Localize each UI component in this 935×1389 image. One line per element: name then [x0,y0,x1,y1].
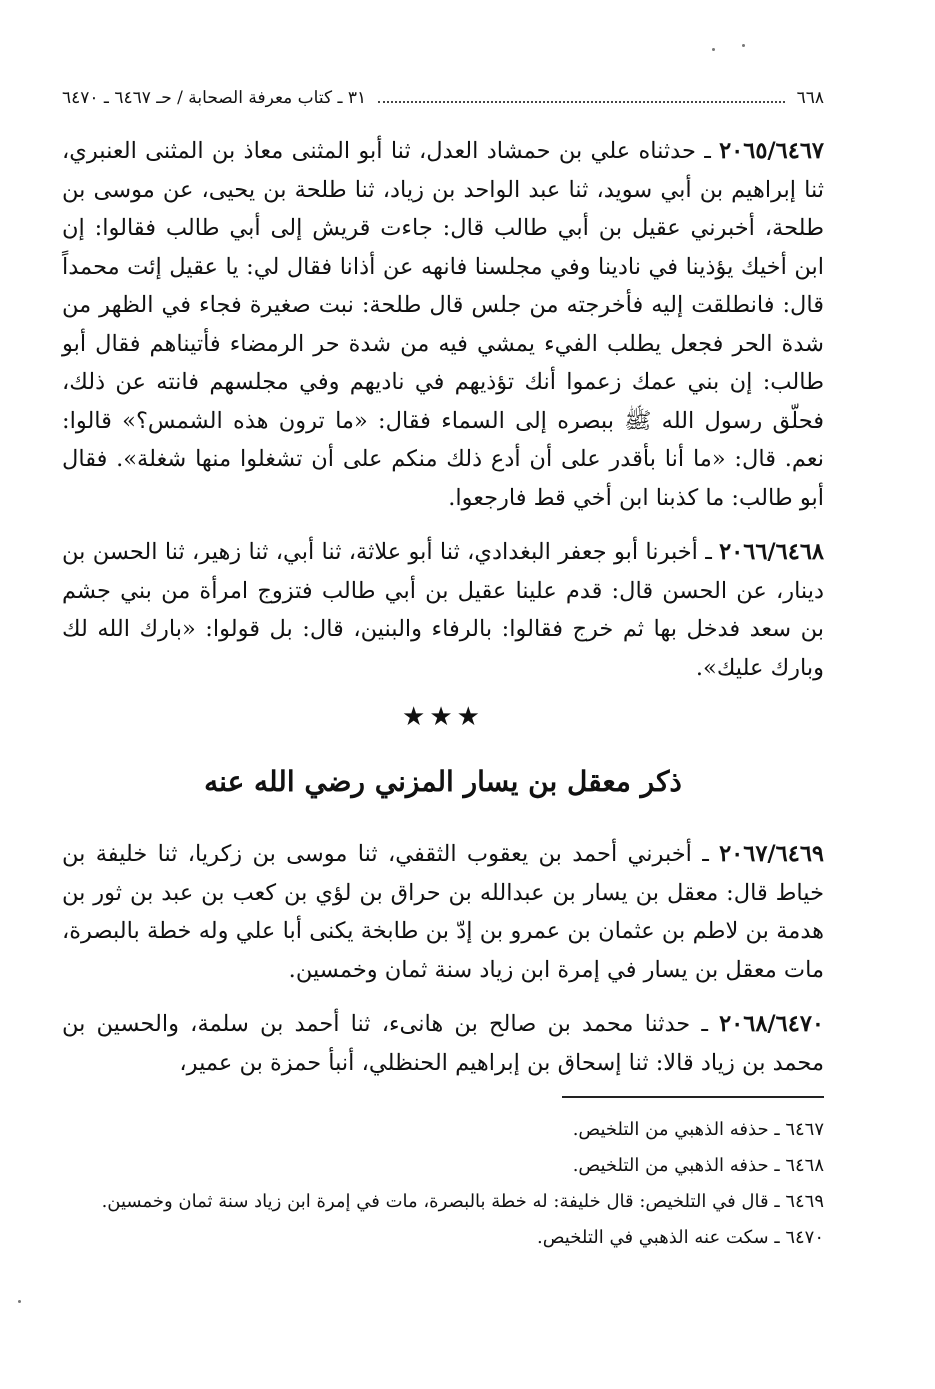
footnote: ٦٤٦٧ ـ حذفه الذهبي من التلخيص. [572,1119,824,1140]
hadith-paragraph [62,132,824,517]
footnote: ٦٤٦٩ ـ قال في التلخيص: قال خليفة: له خطة بالبصرة، مات في إمرة ابن زياد سنة ثمان وخمسين. [101,1191,824,1212]
header-dot-leader [378,101,784,103]
hadith-text: ـ حدثناه علي بن حمشاد العدل، ثنا أبو المثنى معاذ بن المثنى العنبري، ثنا إبراهيم بن أبي سويد، ثنا عبد الواحد بن زياد، ثنا طلحة بن يحيى، عن موسى بن طلحة، أخبرني عقيل بن أبي طالب قال: جاءت قريش إلى أبي طالب فقالوا: إن ابن أخيك يؤذينا في نادينا وفي مجلسنا فانهه عن أذانا فقال لي: يا عقيل إئت محمداً قال: فانطلقت إليه فأخرجته من جلس قال طلحة: نبت صغيرة فجاء في الظهر من شدة الحر فجعل يطلب الفيء يمشي فيه من شدة حر الرمضاء فأتيناهم فقال أبو طالب: إن بني عمك زعموا أنك تؤذيهم في ناديهم وفي مجلسهم فانته عن ذلك، فحلّق رسول الله ﷺ ببصره إلى السماء فقال: «ما ترون هذه الشمس؟» قالوا: نعم. قال: «ما أنا بأقدر على أن أدع ذلك منكم على أن تشغلوا منها شغلة». فقال أبو طالب: ما كذبنا ابن أخي قط فارجعوا. [62,138,824,511]
running-header [62,88,824,122]
hadith-text: ـ أخبرني أحمد بن يعقوب الثقفي، ثنا موسى بن زكريا، ثنا خليفة بن خياط قال: معقل بن يسار بن عبدالله بن حراق بن لؤي بن كعب بن عبد بن ثور بن هدمة بن لاطم بن عثمان بن عمرو بن إدّ بن طابخة يكنى أبا علي وله خطة بالبصرة، مات معقل بن يسار في إمرة ابن زياد سنة ثمان وخمسين. [62,841,824,983]
hadith-text: ـ حدثنا محمد بن صالح بن هانىء، ثنا أحمد بن سلمة، والحسين بن محمد بن زياد قالا: ثنا إسحاق بن إبراهيم الحنظلي، أنبأ حمزة بن عمير، [62,1011,824,1076]
hadith-number: ٢٠٦٧/٦٤٦٩ [719,841,824,867]
hadith-paragraph [62,835,824,989]
hadith-number: ٢٠٦٨/٦٤٧٠ [719,1011,824,1037]
footnote: ٦٤٦٨ ـ حذفه الذهبي من التلخيص. [572,1155,824,1176]
scan-speck [18,1300,21,1303]
scan-speck [742,44,745,47]
section-heading: ذكر معقل بن يسار المزني رضي الله عنه [204,765,682,798]
hadith-number: ٢٠٦٥/٦٤٦٧ [719,138,824,164]
page-number: ٦٦٨ [796,88,824,108]
page [62,88,824,1256]
hadith-number: ٢٠٦٦/٦٤٦٨ [719,539,824,565]
hadith-paragraph [62,533,824,687]
hadith-text: ـ أخبرنا أبو جعفر البغدادي، ثنا أبو علاثة، ثنا أبي، ثنا زهير، ثنا الحسن بن دينار، عن الحسن قال: قدم علينا عقيل بن أبي طالب فتزوج امرأة من بني جشم بن سعد فدخل بها ثم خرج فقالوا: بالرفاء والبنين، قال: بل قولوا: «بارك الله لك وبارك عليك». [62,539,824,681]
footnote: ٦٤٧٠ ـ سكت عنه الذهبي في التلخيص. [537,1227,824,1248]
scan-speck [712,48,715,51]
footnotes [62,1112,824,1256]
hadith-paragraph [62,1005,824,1082]
section-separator: ★★★ [402,702,484,732]
footnote-divider [562,1096,824,1098]
running-title: ٣١ ـ كتاب معرفة الصحابة / حـ ٦٤٦٧ ـ ٦٤٧٠ [62,88,367,108]
